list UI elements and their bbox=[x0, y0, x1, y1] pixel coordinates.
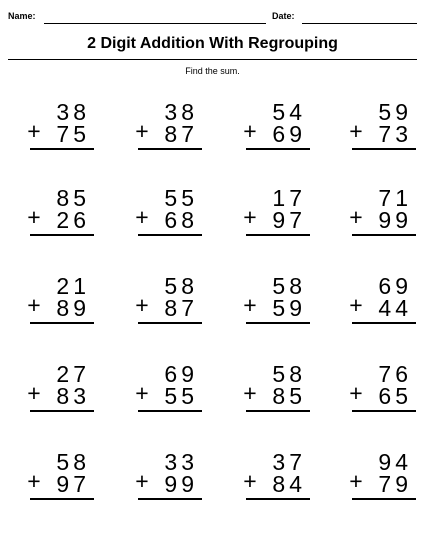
addition-problem bbox=[132, 450, 202, 510]
bottom-addend: 26 bbox=[56, 207, 90, 233]
plus-sign: + bbox=[27, 292, 41, 318]
addition-problem bbox=[240, 362, 310, 422]
addition-problem bbox=[24, 100, 94, 160]
addition-problem bbox=[132, 362, 202, 422]
addition-problem bbox=[346, 362, 416, 422]
top-addend: 58 bbox=[56, 449, 90, 475]
addition-problem bbox=[132, 186, 202, 246]
top-addend: 94 bbox=[378, 449, 412, 475]
answer-line bbox=[246, 148, 310, 150]
bottom-addend: 65 bbox=[378, 383, 412, 409]
answer-line bbox=[246, 410, 310, 412]
answer-line bbox=[30, 322, 94, 324]
answer-line bbox=[138, 322, 202, 324]
bottom-addend: 84 bbox=[272, 471, 306, 497]
top-addend: 76 bbox=[378, 361, 412, 387]
date-label: Date: bbox=[272, 11, 295, 21]
answer-line bbox=[30, 410, 94, 412]
addition-problem bbox=[346, 274, 416, 334]
plus-sign: + bbox=[243, 380, 257, 406]
top-addend: 71 bbox=[378, 185, 412, 211]
top-addend: 38 bbox=[164, 99, 198, 125]
addition-problem bbox=[132, 274, 202, 334]
bottom-addend: 85 bbox=[272, 383, 306, 409]
addition-problem bbox=[346, 450, 416, 510]
bottom-addend: 83 bbox=[56, 383, 90, 409]
answer-line bbox=[138, 498, 202, 500]
answer-line bbox=[352, 498, 416, 500]
plus-sign: + bbox=[243, 292, 257, 318]
bottom-addend: 89 bbox=[56, 295, 90, 321]
bottom-addend: 69 bbox=[272, 121, 306, 147]
bottom-addend: 59 bbox=[272, 295, 306, 321]
top-addend: 69 bbox=[164, 361, 198, 387]
top-addend: 59 bbox=[378, 99, 412, 125]
answer-line bbox=[246, 498, 310, 500]
addition-problem bbox=[132, 100, 202, 160]
answer-line bbox=[30, 234, 94, 236]
bottom-addend: 99 bbox=[164, 471, 198, 497]
plus-sign: + bbox=[27, 118, 41, 144]
answer-line bbox=[30, 148, 94, 150]
answer-line bbox=[352, 322, 416, 324]
bottom-addend: 97 bbox=[272, 207, 306, 233]
bottom-addend: 79 bbox=[378, 471, 412, 497]
plus-sign: + bbox=[349, 204, 363, 230]
plus-sign: + bbox=[135, 292, 149, 318]
bottom-addend: 55 bbox=[164, 383, 198, 409]
addition-problem bbox=[24, 362, 94, 422]
bottom-addend: 44 bbox=[378, 295, 412, 321]
name-label: Name: bbox=[8, 11, 36, 21]
plus-sign: + bbox=[135, 118, 149, 144]
addition-problem bbox=[240, 274, 310, 334]
plus-sign: + bbox=[349, 118, 363, 144]
answer-line bbox=[138, 234, 202, 236]
plus-sign: + bbox=[243, 118, 257, 144]
plus-sign: + bbox=[349, 292, 363, 318]
addition-problem bbox=[24, 450, 94, 510]
addition-problem bbox=[240, 450, 310, 510]
answer-line bbox=[30, 498, 94, 500]
bottom-addend: 75 bbox=[56, 121, 90, 147]
top-addend: 69 bbox=[378, 273, 412, 299]
plus-sign: + bbox=[349, 468, 363, 494]
page-title: 2 Digit Addition With Regrouping bbox=[87, 35, 338, 52]
bottom-addend: 87 bbox=[164, 121, 198, 147]
addition-problem bbox=[346, 186, 416, 246]
plus-sign: + bbox=[135, 380, 149, 406]
addition-problem bbox=[24, 274, 94, 334]
answer-line bbox=[138, 148, 202, 150]
answer-line bbox=[138, 410, 202, 412]
plus-sign: + bbox=[243, 204, 257, 230]
addition-problem bbox=[346, 100, 416, 160]
bottom-addend: 68 bbox=[164, 207, 198, 233]
addition-problem bbox=[240, 100, 310, 160]
answer-line bbox=[352, 148, 416, 150]
top-addend: 27 bbox=[56, 361, 90, 387]
top-addend: 33 bbox=[164, 449, 198, 475]
bottom-addend: 73 bbox=[378, 121, 412, 147]
answer-line bbox=[352, 410, 416, 412]
answer-line bbox=[352, 234, 416, 236]
top-addend: 85 bbox=[56, 185, 90, 211]
plus-sign: + bbox=[135, 204, 149, 230]
plus-sign: + bbox=[243, 468, 257, 494]
addition-problem bbox=[240, 186, 310, 246]
answer-line bbox=[246, 322, 310, 324]
bottom-addend: 97 bbox=[56, 471, 90, 497]
answer-line bbox=[246, 234, 310, 236]
plus-sign: + bbox=[27, 380, 41, 406]
top-addend: 55 bbox=[164, 185, 198, 211]
top-addend: 54 bbox=[272, 99, 306, 125]
top-addend: 58 bbox=[164, 273, 198, 299]
plus-sign: + bbox=[135, 468, 149, 494]
plus-sign: + bbox=[27, 204, 41, 230]
addition-problem bbox=[24, 186, 94, 246]
plus-sign: + bbox=[27, 468, 41, 494]
top-addend: 58 bbox=[272, 361, 306, 387]
top-addend: 58 bbox=[272, 273, 306, 299]
top-addend: 37 bbox=[272, 449, 306, 475]
top-addend: 38 bbox=[56, 99, 90, 125]
top-addend: 21 bbox=[56, 273, 90, 299]
bottom-addend: 99 bbox=[378, 207, 412, 233]
instruction-text: Find the sum. bbox=[185, 66, 240, 76]
bottom-addend: 87 bbox=[164, 295, 198, 321]
top-addend: 17 bbox=[272, 185, 306, 211]
plus-sign: + bbox=[349, 380, 363, 406]
